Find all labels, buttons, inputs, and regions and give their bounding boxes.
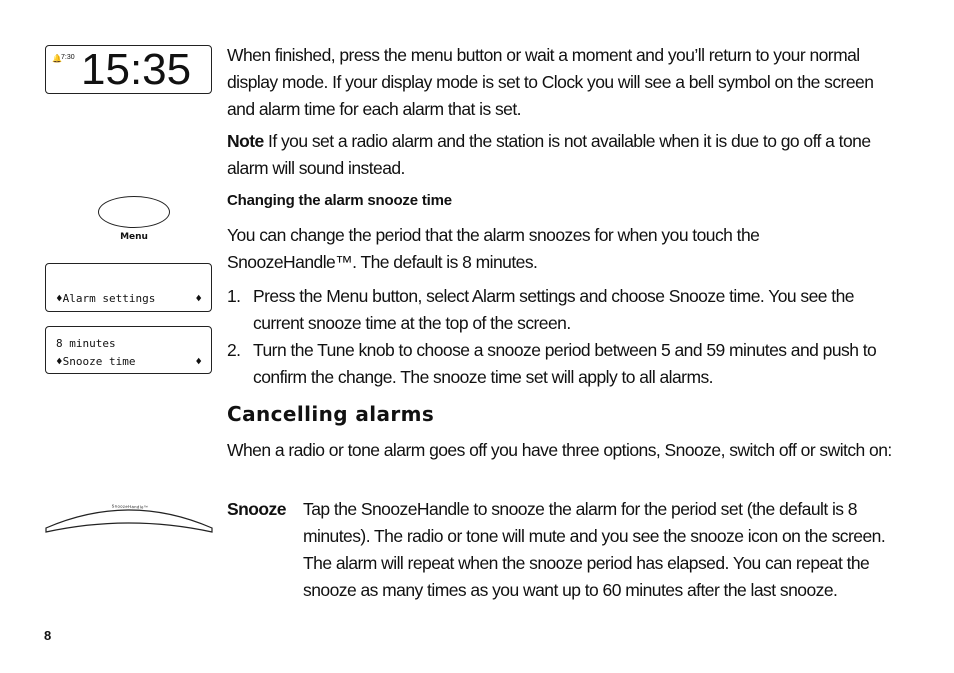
list-text: Turn the Tune knob to choose a snooze period between 5 and 59 minutes and push to confirm the change. The snooze time set will apply to all alarms. <box>253 340 877 387</box>
menu-button-label: Menu <box>120 232 148 242</box>
display-arrow-icon: ♦ <box>195 292 202 305</box>
alarm-settings-display <box>45 263 212 312</box>
menu-button-illustration <box>98 196 170 228</box>
paragraph-note <box>227 128 892 182</box>
snooze-time-display <box>45 326 212 374</box>
list-text: Press the Menu button, select Alarm settings and choose Snooze time. You see the current snooze time at the top of the screen. <box>253 286 854 333</box>
page-number: 8 <box>44 628 52 643</box>
display-line-snooze-time: ♦Snooze time <box>56 355 136 368</box>
paragraph-finished: When finished, press the menu button or wait a moment and you’ll return to your normal display mode. If your display mode is set to Clock you will see a bell symbol on the screen and alarm time for each alarm that is set. <box>227 45 874 119</box>
display-arrow-icon: ♦ <box>195 355 202 368</box>
heading-cancelling-alarms: Cancelling alarms <box>227 402 435 426</box>
term-snooze: Snooze <box>227 499 286 519</box>
paragraph-snooze-intro: You can change the period that the alarm snoozes for when you touch the SnoozeHandle™. The default is 8 minutes. <box>227 225 760 272</box>
display-line-minutes: 8 minutes <box>56 337 116 350</box>
list-number: 2. <box>227 340 241 360</box>
alarm-time-small: 7:30 <box>61 54 75 61</box>
paragraph-cancel-intro: When a radio or tone alarm goes off you have three options, Snooze, switch off or switch on: <box>227 440 892 460</box>
bell-icon: 🔔 <box>52 54 62 63</box>
display-line-alarm-settings: ♦Alarm settings <box>56 292 156 305</box>
snoozehandle-label: SnoozeHandle™ <box>111 503 149 510</box>
note-label: Note <box>227 131 264 151</box>
note-text: If you set a radio alarm and the station is not available when it is due to go off a tone alarm will sound instead. <box>227 131 871 178</box>
clock-display <box>45 45 212 94</box>
clock-time: 15:35 <box>81 45 192 94</box>
heading-snooze-time: Changing the alarm snooze time <box>227 192 452 209</box>
list-number: 1. <box>227 286 241 306</box>
definition-snooze: Tap the SnoozeHandle to snooze the alarm for the period set (the default is 8 minutes). The radio or tone will mute and you see the snooze icon on the screen. The alarm will repeat when the snooze period has elapsed. You can repeat the snooze as many times as you want up to 60 minutes after the last snooze. <box>303 499 886 600</box>
